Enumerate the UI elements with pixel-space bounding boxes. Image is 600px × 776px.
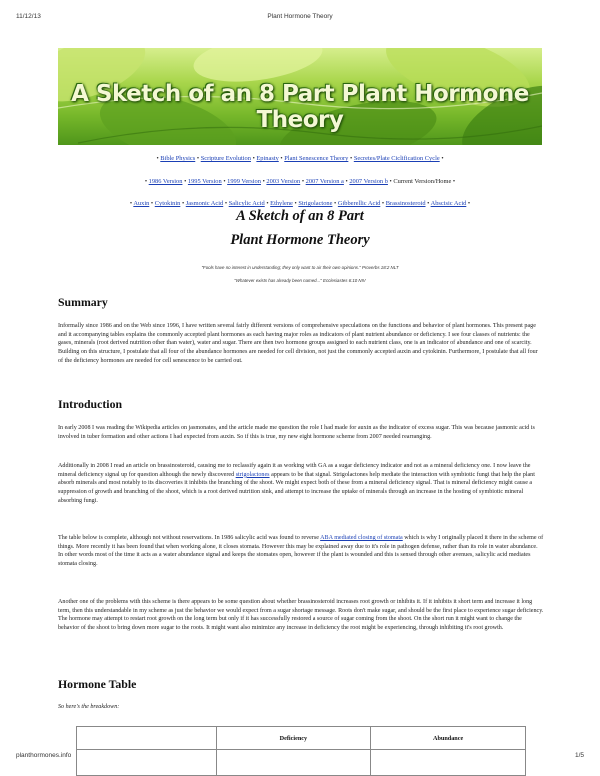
print-page-number: 1/5 bbox=[574, 752, 584, 759]
hormone-table-lead: So here's the breakdown: bbox=[58, 704, 120, 710]
summary-heading: Summary bbox=[58, 295, 108, 309]
nav-link-salicylic-acid[interactable]: Salicylic Acid bbox=[228, 200, 265, 207]
aba-stomata-link[interactable]: ABA mediated closing of stomata bbox=[320, 535, 403, 541]
intro-p2-text-a: Additionally in 2008 I read an article on brassinosteroid, causing me to reclassify again it as working with GA as a sugar deficiency indicator and not as a mineral deficiency one. I now leave the mineral deficiency signal up for question although the newly discovered bbox=[58, 463, 531, 478]
nav-link-2007-version-a[interactable]: 2007 Version a bbox=[305, 178, 344, 185]
print-header bbox=[16, 13, 584, 23]
hormone-table bbox=[76, 726, 526, 776]
page-title-line-1: A Sketch of an 8 Part bbox=[236, 208, 364, 224]
print-doc-title: Plant Hormone Theory bbox=[267, 13, 333, 20]
nav-link-ethylene[interactable]: Ethylene bbox=[270, 200, 293, 207]
nav-link-cytokinin[interactable]: Cytokinin bbox=[154, 200, 181, 207]
nav-link-bible-physics[interactable]: Bible Physics bbox=[160, 155, 196, 162]
nav-row-topics: • Bible Physics • Scripture Evolution • Epinasty • Plant Senescence Theory • Secretes/Plate Ciclification Cycle • bbox=[156, 155, 444, 162]
nav-current-version: Current Version/Home bbox=[393, 178, 452, 185]
print-site: planthormones.info bbox=[16, 752, 72, 759]
quote-ecclesiastes: "Whatever exists has already been named..." Ecclesiastes 6:10 NIV bbox=[234, 278, 366, 283]
nav-link-jasmonic-acid[interactable]: Jasmonic Acid bbox=[185, 200, 224, 207]
nav-link-2003-version[interactable]: 2003 Version bbox=[266, 178, 301, 185]
print-date: 11/12/13 bbox=[16, 13, 41, 20]
intro-p3-text-a: The table below is complete, although not without reservations. In 1986 salicylic acid was found to reverse bbox=[58, 535, 321, 541]
nav-link-brassinosteroid[interactable]: Brassinosteroid bbox=[385, 200, 426, 207]
print-footer bbox=[16, 752, 584, 762]
intro-paragraph-2 bbox=[58, 462, 544, 506]
nav-link-plant-senescence-theory[interactable]: Plant Senescence Theory bbox=[284, 155, 349, 162]
intro-paragraph-3 bbox=[58, 534, 544, 569]
strigolactones-link[interactable]: strigolactones bbox=[235, 471, 270, 478]
nav-link-strigolactone[interactable]: Strigolactone bbox=[298, 200, 333, 207]
table-header-row bbox=[77, 727, 526, 750]
header-banner bbox=[58, 48, 542, 145]
introduction-heading: Introduction bbox=[58, 397, 123, 411]
nav-link-1986-version[interactable]: 1986 Version bbox=[148, 178, 183, 185]
intro-paragraph-1: In early 2008 I was reading the Wikipedia articles on jasmonates, and the article made me question the role I had made for auxin as the indicator of excess sugar. This was because jasmonic acid is involved in tuber formation and other actions I had expected from auxin. So if this is true, my new eight hormone scheme from 2007 needed rearranging. bbox=[58, 425, 535, 440]
nav-link-secretes-cycle[interactable]: Secretes/Plate Ciclification Cycle bbox=[353, 155, 440, 162]
nav-link-gibberellic-acid[interactable]: Gibberellic Acid bbox=[337, 200, 381, 207]
nav-link-epinasty[interactable]: Epinasty bbox=[256, 155, 279, 162]
nav-row-hormones: • Auxin • Cytokinin • Jasmonic Acid • Salicylic Acid • Ethylene • Strigolactone • Gibberellic Acid • Brassinosteroid • Abscisic Acid • bbox=[129, 200, 471, 207]
table-header-deficiency: Deficiency bbox=[216, 727, 371, 750]
summary-paragraph: Informally since 1986 and on the Web since 1996, I have written several fairly different versions of comprehensive speculations on the functions and behavior of plant hormones. This present page and it accompanying tables explains the commonly accepted plant hormones as each having major roles as indicators of plant nutrient abundance or deficiency. I see four classes of nutrients: the gases, minerals (root derived nutrition other than water), water and sugar. There are then two hormone groups assigned to each nutrient class, one is an indicator of abundance and one of scarcity. Building on this structure, I postulate that all four of the abundance hormones are needed for cell division, not just the commonly accepted auxin and cytokinin. Furthermore, I postulate that all four of the deficiency hormones are needed for cell senescence to be carried out. bbox=[58, 323, 538, 364]
quote-proverbs: "Fools have no interest in understanding; they only want to air their own opinions." Proverbs 18:2 NLT bbox=[201, 265, 399, 270]
nav-link-2007-version-b[interactable]: 2007 Version b bbox=[349, 178, 388, 185]
intro-paragraph-4: Another one of the problems with this scheme is there appears to be some question about whether brassinosteroid increases root growth or inhibits it. If it inhibits it short term and increase it long term, then this understandable in my scheme as just the behavior we would expect from a sugar shortage message. Roots don't make sugar, and should be the first place to experience sugar deficiency. The hormone may attempt to restart root growth on the long term but only if it has successfully restored a source of sugar coming from the shoot. On the short run it might want to change the behavior of the shoot to bring down more sugar to the roots. It might want also minimize any increase in deficiency the root might be experiencing, through inhibiting it's root growth. bbox=[58, 599, 544, 632]
table-header-abundance: Abundance bbox=[371, 727, 526, 750]
hormone-table-heading: Hormone Table bbox=[58, 677, 137, 691]
nav-link-1999-version[interactable]: 1999 Version bbox=[227, 178, 261, 185]
nav-link-abscisic-acid[interactable]: Abscisic Acid bbox=[430, 200, 467, 207]
nav-link-1995-version[interactable]: 1995 Version bbox=[187, 178, 222, 185]
intro-p2-text-b: appears to be that signal. Strigolactones help mediate the interaction with symbiotic fungi that help the plant absorb minerals and most notably to its discoveries it inhibits the branching of the shoot. We might expect both of these from a mineral deficiency signal. That is mineral deficiency might cause a suppression of growth and branching of the shoot, which is a root derived nutrition sink, and attempt to increase the uptake of minerals through an increase in the hosting of symbiotic mineral absorbing fungi. bbox=[58, 471, 535, 504]
page-title-line-2: Plant Hormone Theory bbox=[230, 232, 370, 248]
nav-link-scripture-evolution[interactable]: Scripture Evolution bbox=[200, 155, 251, 162]
intro-p3-text-b: which is why I originally placed it there in the scheme of things. More recently it has been found that when working alone, it closes stomata. However this may be explained away due to it's role in pathogen defense, rather than its role in water abundance. In other words most of the time it acts as a water abundance signal and keeps the stomates open, however if the plant is wounded and this is sensed through other avenues, salicylic acid mediates stomata closing. bbox=[58, 535, 544, 568]
table-header-empty bbox=[77, 727, 217, 750]
nav-link-auxin[interactable]: Auxin bbox=[133, 200, 150, 207]
banner-title: A Sketch of an 8 Part Plant Hormone Theory bbox=[71, 81, 529, 133]
nav-row-versions: • 1986 Version • 1995 Version • 1999 Version • 2003 Version • 2007 Version a • 2007 Version b • Current Version/Home • bbox=[144, 178, 456, 185]
